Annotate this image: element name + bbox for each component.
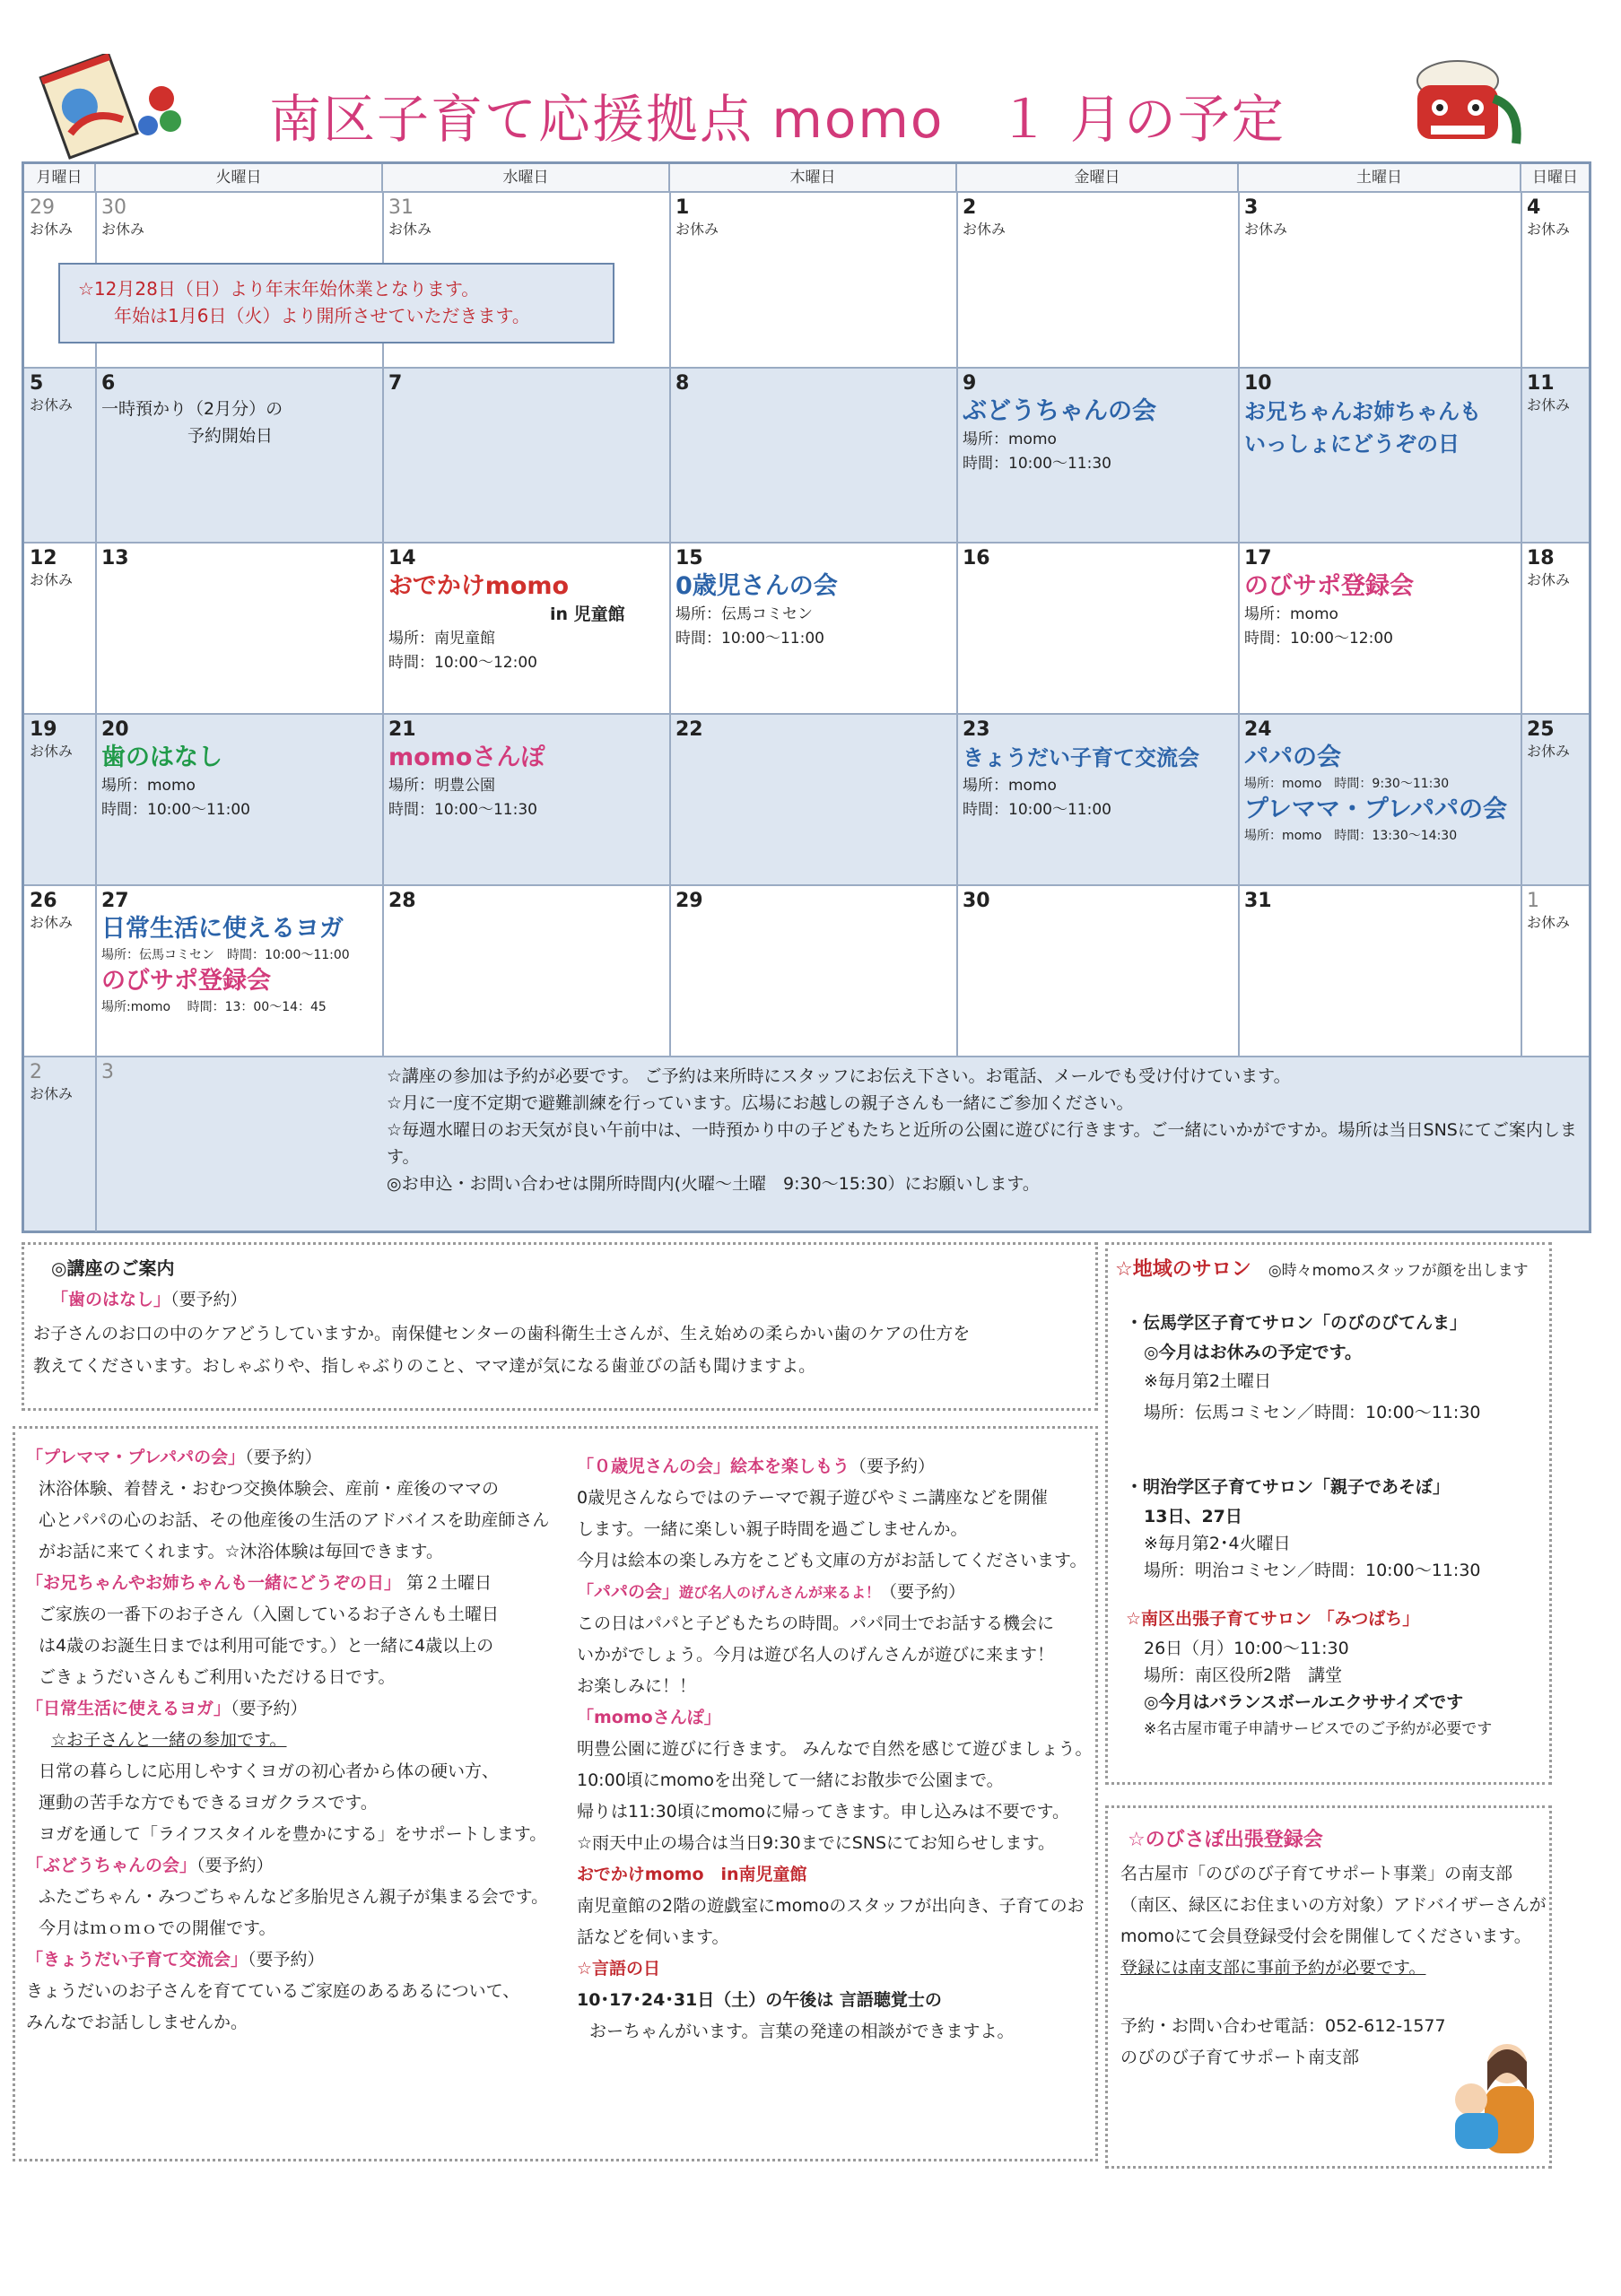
event-title: のびサポ登録会	[1244, 572, 1414, 600]
day-cell: 6 一時預かり（2月分）の 予約開始日	[101, 372, 283, 446]
salon-list: ・伝馬学区子育てサロン「のびのびてんま」 ◎今月はお休みの予定です。 ※毎月第2土曜日 場所：伝馬コミセン／時間：10:00～11:30 ・明治学区子育てサロン「親子であそぼ」 13日、27日 ※毎月第2･4火曜日 場所：明治コミセン／時間：10:00～11:30 ☆南区出張子育てサロン 「みつばち」 26日（月）10:00～11:30 場所：南区役所2階 講堂 ◎今月はバランスボールエクササイズです ※名古屋市電子申請サービスでのご予約が必要です	[1126, 1313, 1493, 1738]
header-sat: 土曜日	[1239, 164, 1521, 191]
day-cell: 22	[675, 718, 703, 741]
day-cell: 2 お休み	[963, 196, 1007, 238]
day-cell: 16	[963, 547, 990, 570]
event-title: お兄ちゃんお姉ちゃんも	[1244, 399, 1481, 424]
day-cell: 31 お休み	[388, 196, 432, 238]
event-title: 歯のはなし	[101, 744, 222, 771]
event-title: のびサポ登録会	[101, 967, 271, 995]
day-cell: 8	[675, 372, 690, 395]
courses-left-column: 「プレママ・プレパパの会」（要予約） 沐浴体験、着替え・おむつ交換体験会、産前・産後のママの 心とパパの心のお話、その他産後の生活のアドバイスを助産師さん がお話に来てくれます。☆沐浴体験は毎回できます。 「お兄ちゃんやお姉ちゃんも一緒にどうぞの日」 第２土曜日 ご家族の一番下のお子さん（入園しているお子さんも土曜日 は4歳のお誕生日までは利用可能です。）と一緒に4歳以上の ごきょうだいさんもご利用いただける日です。 「日常生活に使えるヨガ」（要予約） ☆お子さんと一緒の参加です。 日常の暮らしに応用しやすくヨガの初心者から体の硬い方、 運動の苦手な方でもできるヨガクラスです。 ヨガを通して「ライフスタイルを豊かにする」をサポートします。 「ぶどうちゃんの会」（要予約） ふたごちゃん・みつごちゃんなど多胎児さん親子が集まる会です。 今月はｍｏｍｏでの開催です。 「きょうだい子育て交流会」（要予約） きょうだいのお子さんを育てているご家庭のあるあるについて、 みんなでお話ししませんか。	[26, 1448, 550, 2032]
day-cell: 28	[388, 890, 416, 912]
day-cell: 7	[388, 372, 403, 395]
header-tue: 火曜日	[96, 164, 383, 191]
courses-heading: ◎講座のご案内	[51, 1257, 175, 1279]
day-cell: 17 のびサポ登録会 場所：momo 時間：10:00～12:00	[1239, 544, 1521, 712]
courses-right-column: 「０歳児さんの会」絵本を楽しもう（要予約） 0歳児さんならではのテーマで親子遊びやミニ講座などを開催 します。一緒に楽しい親子時間を過ごしませんか。 今月は絵本の楽しみ方をこども文庫の方がお話してくださいます。 「パパの会」遊び名人のげんさんが来るよ！（要予約） この日はパパと子どもたちの時間。パパ同士でお話する機会に いかがでしょう。今月は遊び名人のげんさんが遊びに来ます！ お楽しみに！！ 「momoさんぽ」 明豊公園に遊びに行きます。 みんなで自然を感じて遊びましょう。 10:00頃にmomoを出発して一緒にお散歩で公園まで。 帰りは11:30頃にmomoに帰ってきます。申し込みは不要です。 ☆雨天中止の場合は当日9:30までにSNSにてお知らせします。 おでかけmomo in南児童館 南児童館の2階の遊戯室にmomoのスタッフが出向き、子育てのお 話などを伺います。 ☆言語の日 10･17･24･31日（土）の午後は 言語聴覚士の おーちゃんがいます。言葉の発達の相談ができますよ。	[577, 1457, 1093, 2041]
event-title: おでかけmomo	[388, 572, 570, 600]
header-mon: 月曜日	[24, 164, 96, 191]
day-cell: 9 ぶどうちゃんの会 場所：momo 時間：10:00～11:30	[957, 369, 1239, 541]
event-title: ぶどうちゃんの会	[963, 397, 1156, 425]
event-title: momoさんぽ	[388, 744, 545, 771]
day-cell: 1 お休み	[1527, 890, 1571, 931]
header-wed: 水曜日	[383, 164, 670, 191]
day-cell: 24 パパの会 場所：momo 時間：9:30～11:30 プレママ・プレパパの会 場所：momo 時間：13:30～14:30	[1239, 715, 1521, 883]
holiday-notice: ☆12月28日（日）より年末年始休業となります。 年始は1月6日（火）より開所させていただきます。	[58, 263, 614, 344]
day-cell: 3	[101, 1061, 114, 1083]
event-title: 0歳児さんの会	[675, 572, 838, 600]
parent-child-illustration	[1435, 2037, 1547, 2162]
day-cell: 13	[101, 547, 129, 570]
nobisapo-box: ☆のびさぽ出張登録会 名古屋市「のびのび子育てサポート事業」の南支部 （南区、緑区にお住まいの方対象）アドバイザーさんが momoにて会員登録受付会を開催してくださいます。 登録には南支部に事前予約が必要です。 予約・お問い合わせ電話：052-612-1577 のびのび子育てサポート南支部	[1105, 1805, 1552, 2169]
day-cell: 5 お休み	[30, 372, 74, 413]
courses-intro-box: ◎講座のご案内 「歯のはなし」（要予約） お子さんのお口の中のケアどうしていますか。南保健センターの歯科衛生士さんが、生え始めの柔らかい歯のケアの仕方を 教えてくださいます。おしゃぶりや、指しゃぶりのこと、ママ達が気になる歯並びの話も聞けますよ。	[22, 1242, 1098, 1411]
event-title: 日常生活に使えるヨガ	[101, 915, 344, 943]
day-cell: 14 おでかけmomo in 児童館 場所：南児童館 時間：10:00～12:00	[383, 544, 670, 712]
day-cell: 31	[1244, 890, 1272, 912]
header-thu: 木曜日	[670, 164, 957, 191]
event-title: パパの会	[1244, 744, 1341, 771]
day-cell: 26 お休み	[30, 890, 74, 931]
day-cell: 30	[963, 890, 990, 912]
day-cell: 11 お休み	[1527, 372, 1571, 413]
day-cell: 30 お休み	[101, 196, 145, 238]
day-cell: 23 きょうだい子育て交流会 場所：momo 時間：10:00～11:00	[957, 715, 1239, 883]
day-cell: 10 お兄ちゃんお姉ちゃんも いっしょにどうぞの日	[1239, 369, 1521, 541]
calendar	[22, 161, 1591, 1233]
day-cell: 19 お休み	[30, 718, 74, 760]
day-cell: 4 お休み	[1527, 196, 1571, 238]
page-title: 南区子育て応援拠点 momo １ 月の予定	[269, 89, 1285, 150]
salon-heading: ☆地域のサロン	[1115, 1258, 1251, 1281]
day-cell: 12 お休み	[30, 547, 74, 588]
shishi-mask-illustration	[1386, 54, 1529, 161]
event-title: きょうだい子育て交流会	[963, 745, 1199, 770]
kite-illustration	[27, 54, 188, 161]
header-fri: 金曜日	[957, 164, 1239, 191]
day-cell: 20 歯のはなし 場所：momo 時間：10:00～11:00	[96, 715, 383, 883]
courses-detail-box	[13, 1426, 1098, 2161]
day-cell: 3 お休み	[1244, 196, 1288, 238]
day-cell: 21 momoさんぽ 場所：明豊公園 時間：10:00～11:30	[383, 715, 670, 883]
day-cell: 15 0歳児さんの会 場所：伝馬コミセン 時間：10:00～11:00	[670, 544, 957, 712]
calendar-notes: ☆講座の参加は予約が必要です。 ご予約は来所時にスタッフにお伝え下さい。お電話、メールでも受け付けています。 ☆月に一度不定期で避難訓練を行っています。広場にお越しの親子さんも一緒にご参加ください。 ☆毎週水曜日のお天気が良い午前中は、一時預かり中の子どもたちと近所の公園に遊びに行きます。ご一緒にいかがですか。場所は当日SNSにてご案内します。 ◎お申込・お問い合わせは開所時間内(火曜～土曜 9:30～15:30）にお願いします。	[387, 1066, 1577, 1194]
day-cell: 18 お休み	[1527, 547, 1571, 588]
day-cell: 1 お休み	[675, 196, 719, 238]
nobisapo-heading: ☆のびさぽ出張登録会	[1128, 1829, 1323, 1851]
header-sun: 日曜日	[1521, 164, 1589, 191]
day-cell: 2 お休み	[30, 1061, 74, 1102]
event-title: プレママ・プレパパの会	[1244, 796, 1507, 823]
salon-box: ☆地域のサロン ◎時々momoスタッフが顔を出します ・伝馬学区子育てサロン「のびのびてんま」 ◎今月はお休みの予定です。 ※毎月第2土曜日 場所：伝馬コミセン／時間：10:00～11:30 ・明治学区子育てサロン「親子であそぼ」 13日、27日 ※毎月第2･4火曜日 場所：明治コミセン／時間：10:00～11:30 ☆南区出張子育てサロン 「みつばち」 26日（月）10:00～11:30 場所：南区役所2階 講堂 ◎今月はバランスボールエクササイズです ※名古屋市電子申請サービスでのご予約が必要です	[1105, 1242, 1552, 1785]
day-cell: 29 お休み	[30, 196, 74, 238]
day-cell: 27 日常生活に使えるヨガ 場所：伝馬コミセン 時間：10:00～11:00 のびサポ登録会 場所:momo 時間：13：00～14：45	[96, 886, 383, 1055]
day-cell: 29	[675, 890, 703, 912]
day-cell: 25 お休み	[1527, 718, 1571, 760]
